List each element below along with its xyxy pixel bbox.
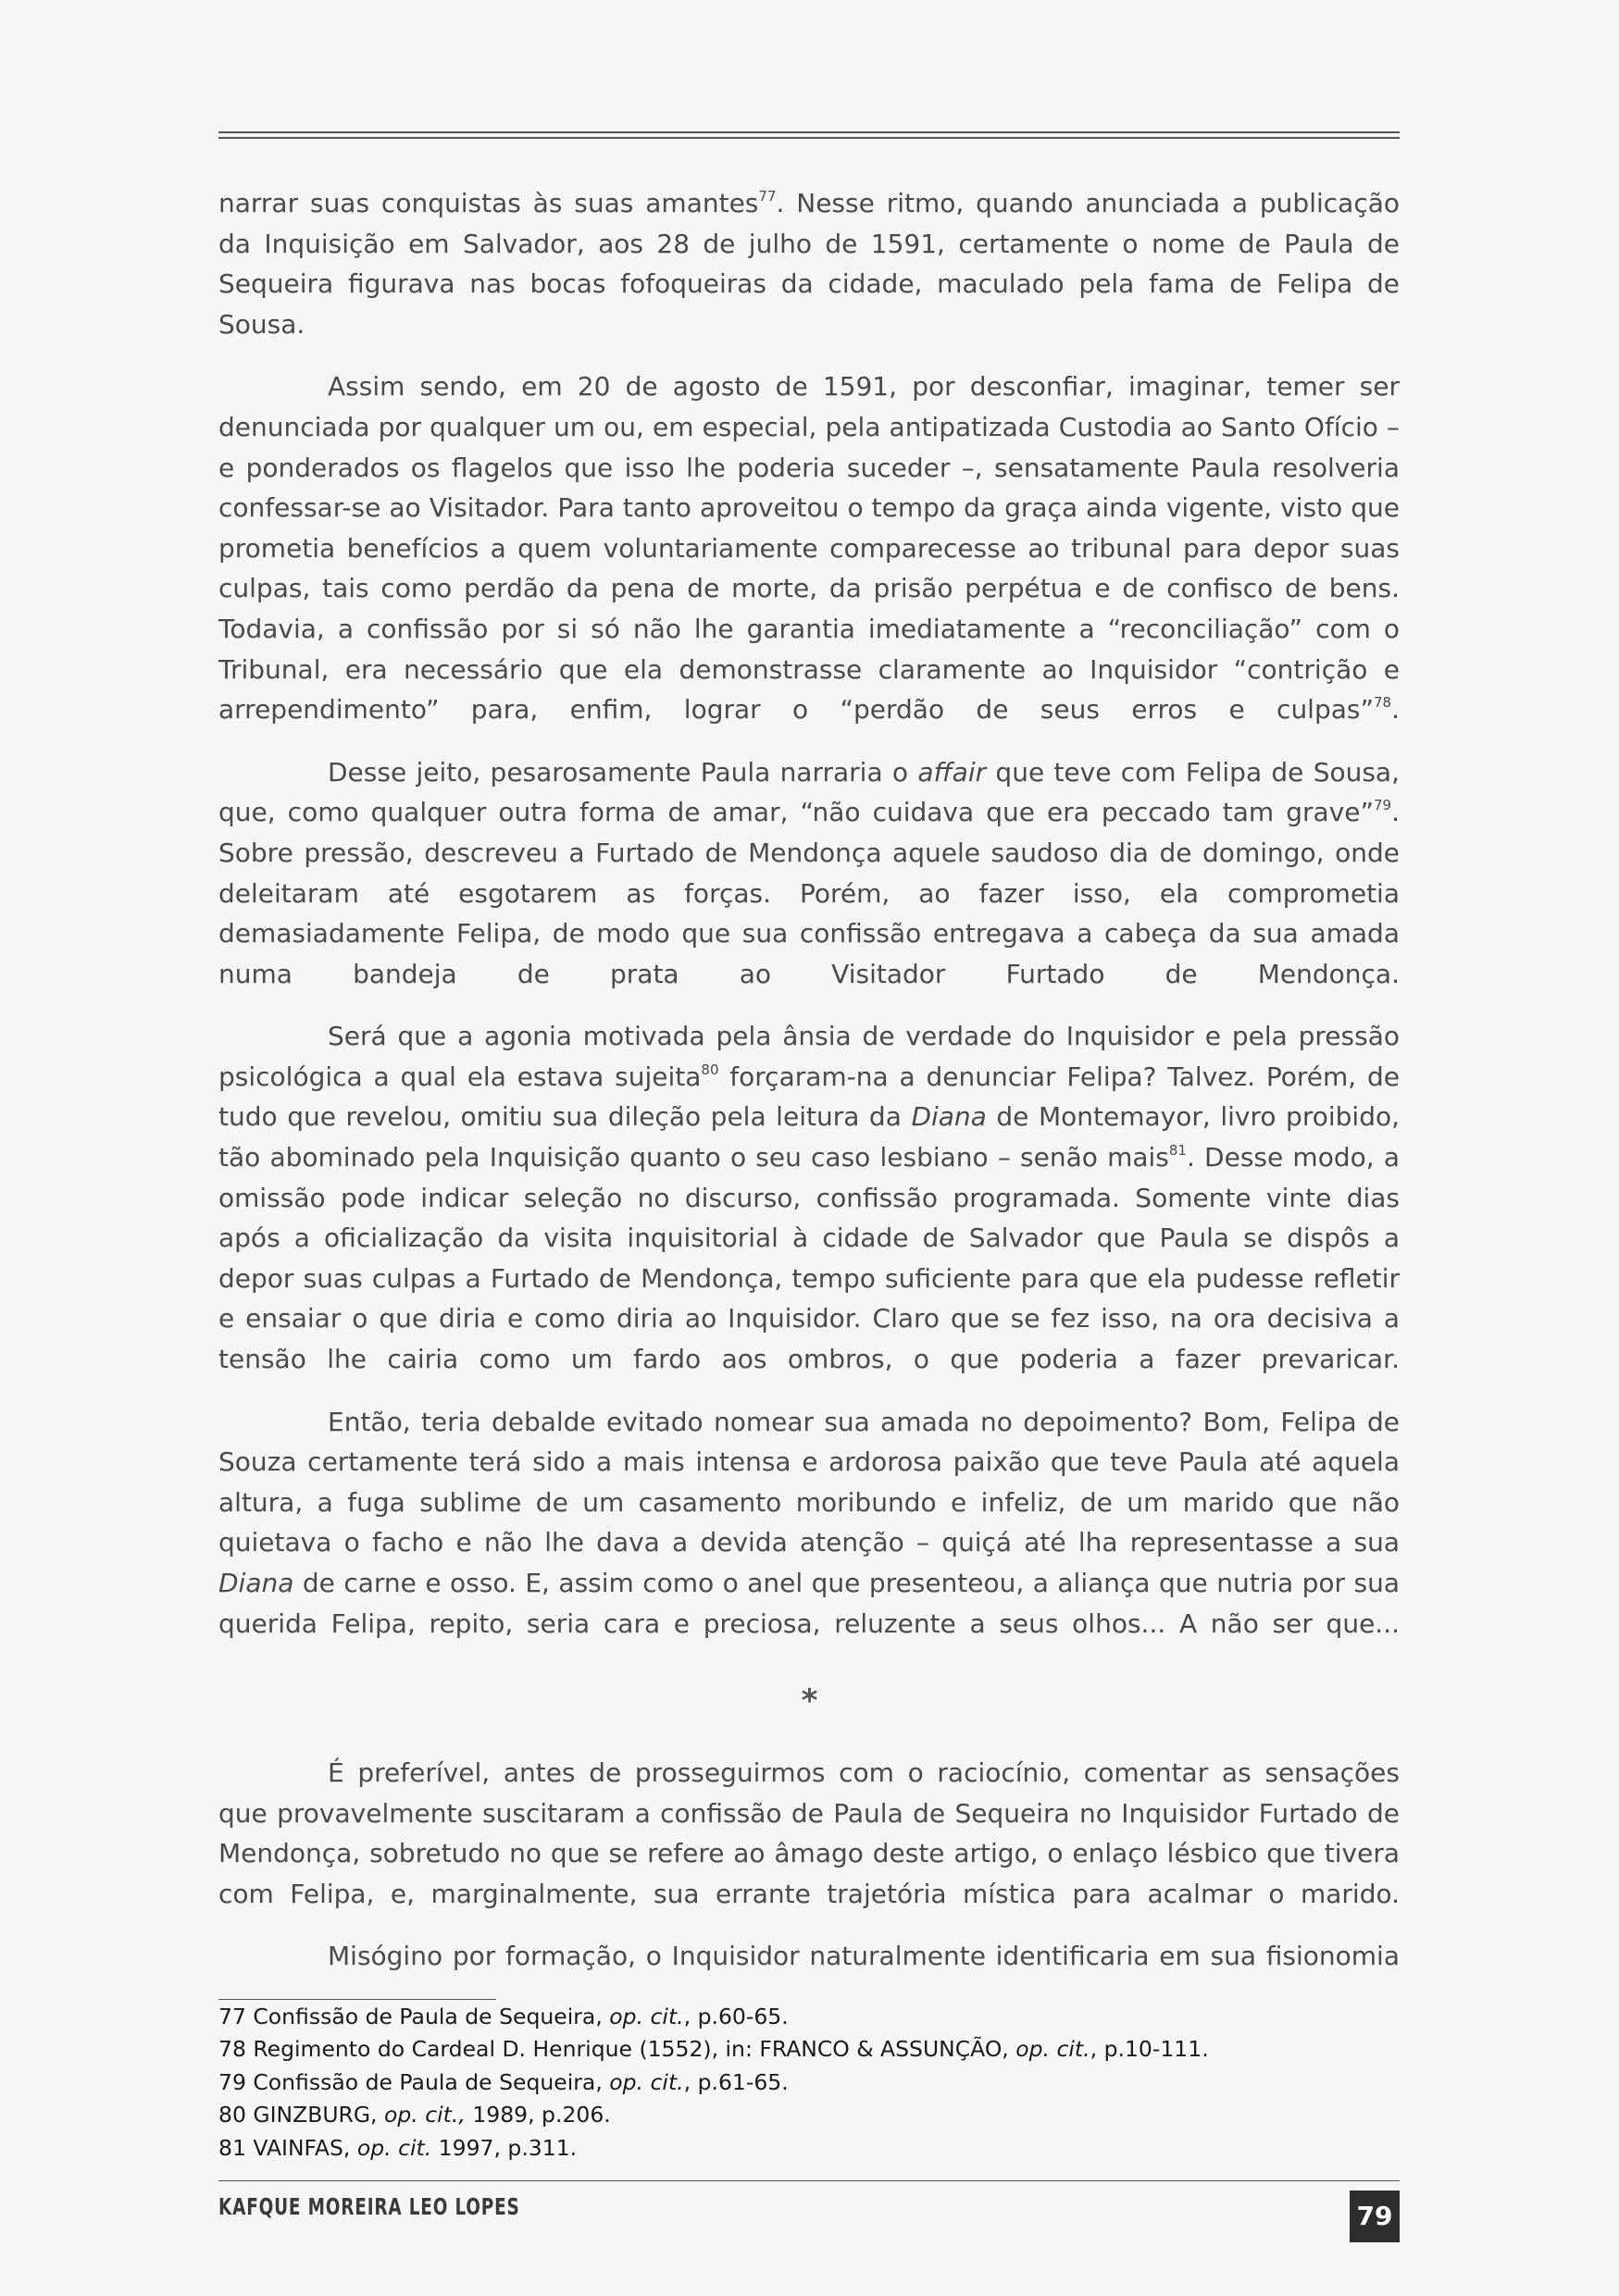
header-rule-top [218, 131, 1400, 133]
footnote-ref-79: 79 [1374, 797, 1392, 814]
footnote-ref-78: 78 [1374, 694, 1392, 712]
footnote-separator [218, 1999, 496, 2000]
main-text-continued [218, 1753, 1400, 1999]
main-text [218, 183, 1400, 1666]
paragraph-6: É preferível, antes de prosseguirmos com o raciocínio, comentar as sensações que provavelmente suscitaram a confissão de Paula de Sequeira no Inquisidor Furtado de Mendonça, sobretudo no que se refere ao âmago deste artigo, o enlaço lésbico que tivera com Felipa, e, marginalmente, sua errante trajetória mística para acalmar o marido. [218, 1757, 1400, 1909]
footnotes [218, 2001, 1400, 2165]
paragraph-4: Será que a agonia motivada pela ânsia de verdade do Inquisidor e pela pressão psicológica a qual ela estava sujeita$^{80}$ forçaram-na a denunciar Felipa? Talvez. Porém, de tudo que revelou, omitiu sua dileção pela leitura da Diana de Montemayor, livro proibido, tão abominado pela Inquisição quanto o seu caso lesbiano – senão mais$^{81}$. Desse modo, a omissão pode indicar seleção no discurso, confissão programada. Somente vinte dias após a oficialização da visita inquisitorial à cidade de Salvador que Paula se dispôs a depor suas culpas a Furtado de Mendonça, tempo suficiente para que ela pudesse refletir e ensaiar o que diria e como diria ao Inquisidor. Claro que se fez isso, na ora decisiva a tensão lhe cairia como um fardo aos ombros, o que poderia a fazer prevaricar. [218, 1021, 1401, 1375]
footnote-ref-80: 80 [701, 1061, 719, 1078]
footnote-78: 78 Regimento do Cardeal D. Henrique (1552), in: FRANCO & ASSUNÇÃO, op. cit., p.10-111. [218, 2036, 1209, 2063]
footer-author: KAFQUE MOREIRA LEO LOPES [218, 2193, 520, 2220]
section-separator: * [801, 1682, 818, 1719]
footnote-79: 79 Confissão de Paula de Sequeira, op. cit., p.61-65. [218, 2068, 789, 2095]
paragraph-1: narrar suas conquistas às suas amantes$^{77}$. Nesse ritmo, quando anunciada a publicação da Inquisição em Salvador, aos 28 de julho de 1591, certamente o nome de Paula de Sequeira figurava nas bocas fofoqueiras da cidade, maculado pela fama de Felipa de Sousa. [218, 188, 1401, 340]
footnote-ref-81: 81 [1168, 1142, 1187, 1160]
page-number: 79 [1350, 2191, 1400, 2242]
footnote-77: 77 Confissão de Paula de Sequeira, op. cit., p.60-65. [218, 2004, 789, 2029]
footnote-81: 81 VAINFAS, op. cit. 1997, p.311. [218, 2134, 578, 2161]
footnote-80: 80 GINZBURG, op. cit., 1989, p.206. [218, 2102, 611, 2128]
paragraph-3: Desse jeito, pesarosamente Paula narraria o affair que teve com Felipa de Sousa, que, como qualquer outra forma de amar, “não cuidava que era peccado tam grave”$^{79}$. Sobre pressão, descreveu a Furtado de Mendonça aquele saudoso dia de domingo, onde deleitaram até esgotarem as forças. Porém, ao fazer isso, ela comprometia demasiadamente Felipa, de modo que sua confissão entregava a cabeça da sua amada numa bandeja de prata ao Visitador Furtado de Mendonça. [218, 756, 1400, 989]
header-rule-bottom [218, 137, 1400, 139]
paragraph-5: Então, teria debalde evitado nomear sua amada no depoimento? Bom, Felipa de Souza certamente terá sido a mais intensa e ardorosa paixão que teve Paula até aquela altura, a fuga sublime de um casamento moribundo e infeliz, de um marido que não quietava o facho e não lhe dava a devida atenção – quiçá até lha representasse a sua Diana de carne e osso. E, assim como o anel que presenteou, a aliança que nutria por sua querida Felipa, repito, seria cara e preciosa, reluzente a seus olhos... A não ser que... [218, 1406, 1400, 1639]
paragraph-2: Assim sendo, em 20 de agosto de 1591, por desconfiar, imaginar, temer ser denunciada por qualquer um ou, em especial, pela antipatizada Custodia ao Santo Ofício – e ponderados os flagelos que isso lhe poderia suceder –, sensatamente Paula resolveria confessar-se ao Visitador. Para tanto aproveitou o tempo da graça ainda vigente, visto que prometia benefícios a quem voluntariamente comparecesse ao tribunal para depor suas culpas, tais como perdão da pena de morte, da prisão perpétua e de confisco de bens. Todavia, a confissão por si só não lhe garantia imediatamente a “reconciliação” com o Tribunal, era necessário que ela demonstrasse claramente ao Inquisidor “contrição e arrependimento” para, enfim, lograr o “perdão de seus erros e culpas”$^{78}$. [218, 371, 1400, 726]
paragraph-7: Misógino por formação, o Inquisidor naturalmente identificaria em sua fisionomia [328, 1941, 1400, 1972]
footnote-ref-77: 77 [758, 188, 777, 205]
footer-rule [218, 2180, 1400, 2181]
